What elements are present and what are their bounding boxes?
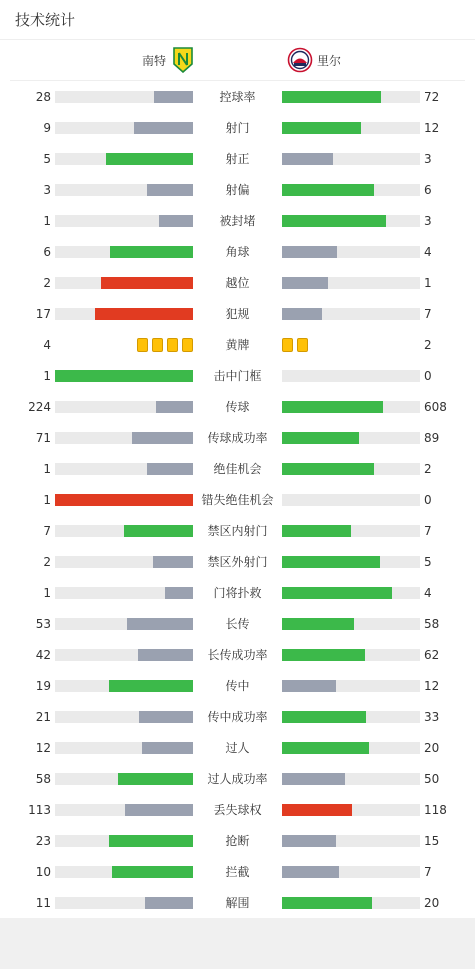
away-stat-bar-fill: [282, 215, 386, 227]
stat-row: [0, 453, 475, 484]
home-stat-bar: [55, 711, 193, 723]
home-stat-bar-fill: [139, 711, 193, 723]
home-stat-value: 12: [35, 741, 51, 755]
home-stat-bar: [55, 773, 193, 785]
away-stat-bar: [282, 897, 420, 909]
home-stat-bar: [55, 494, 193, 506]
away-team[interactable]: [287, 40, 347, 80]
home-stat-bar-fill: [145, 897, 193, 909]
teams-header: [10, 40, 465, 81]
home-stat-bar: [55, 742, 193, 754]
home-stat-value: 7: [43, 524, 51, 538]
away-stat-value: 20: [424, 896, 440, 910]
home-stat-bar-fill: [165, 587, 193, 599]
home-stat-bar: [55, 122, 193, 134]
stat-row: [0, 670, 475, 701]
away-stat-bar: [282, 432, 420, 444]
home-stat-bar: [55, 587, 193, 599]
away-stat-bar: [282, 401, 420, 413]
home-stat-value: 11: [35, 896, 51, 910]
away-stat-bar: [282, 649, 420, 661]
stat-label: 过人成功率: [207, 772, 268, 786]
home-stat-bar: [55, 277, 193, 289]
away-stat-bar: [282, 153, 420, 165]
away-stat-value: 89: [424, 431, 440, 445]
away-stat-value: 12: [424, 679, 440, 693]
away-stat-bar: [282, 91, 420, 103]
away-stat-bar: [282, 742, 420, 754]
away-stat-bar-fill: [282, 463, 374, 475]
stat-row: [0, 732, 475, 763]
away-stat-value: 72: [424, 90, 440, 104]
stat-row: [0, 298, 475, 329]
away-stat-bar: [282, 804, 420, 816]
away-stat-bar: [282, 122, 420, 134]
home-stat-value: 1: [43, 214, 51, 228]
home-stat-bar-fill: [138, 649, 193, 661]
away-stat-value: 5: [424, 555, 432, 569]
stat-label: 长传: [225, 617, 250, 631]
home-stat-value: 28: [35, 90, 51, 104]
home-stat-bar-fill: [55, 370, 193, 382]
home-stat-bar-fill: [95, 308, 193, 320]
away-stat-value: 7: [424, 524, 432, 538]
stat-label: 黄牌: [225, 338, 250, 352]
stat-row: [0, 825, 475, 856]
home-stat-bar-fill: [153, 556, 193, 568]
home-stat-bar-fill: [142, 742, 193, 754]
stat-row: [0, 422, 475, 453]
stat-label: 传中成功率: [207, 710, 268, 724]
home-stat-value: 23: [35, 834, 51, 848]
stat-row: [0, 360, 475, 391]
home-stat-bar: [55, 432, 193, 444]
home-stat-bar-fill: [109, 835, 193, 847]
home-stat-bar-fill: [125, 804, 193, 816]
away-stat-bar: [282, 525, 420, 537]
home-stat-bar-fill: [132, 432, 193, 444]
home-stat-bar: [55, 835, 193, 847]
away-stat-value: 12: [424, 121, 440, 135]
home-stat-bar: [55, 184, 193, 196]
stat-label: 抢断: [225, 834, 250, 848]
stat-row: [0, 329, 475, 360]
away-stat-bar-fill: [282, 308, 322, 320]
away-stat-bar-fill: [282, 649, 365, 661]
away-stat-bar: [282, 246, 420, 258]
stat-row: [0, 143, 475, 174]
home-stat-bar: [55, 804, 193, 816]
away-stat-bar: [282, 587, 420, 599]
home-stat-bar-fill: [154, 91, 193, 103]
stat-row: [0, 81, 475, 112]
stat-row: [0, 577, 475, 608]
home-stat-value: 42: [35, 648, 51, 662]
home-stat-bar: [55, 556, 193, 568]
home-stat-value: 6: [43, 245, 51, 259]
home-stat-bar-fill: [101, 277, 193, 289]
home-stat-bar-fill: [110, 246, 193, 258]
away-stat-value: 58: [424, 617, 440, 631]
home-stat-bar-fill: [147, 463, 193, 475]
home-stat-bar: [55, 525, 193, 537]
home-stat-value: 1: [43, 369, 51, 383]
away-stat-value: 3: [424, 152, 432, 166]
home-yellow-cards: [137, 338, 193, 352]
away-stat-bar-fill: [282, 680, 336, 692]
stat-label: 过人: [225, 741, 250, 755]
home-stat-bar: [55, 618, 193, 630]
home-stat-value: 53: [35, 617, 51, 631]
away-stat-bar-fill: [282, 432, 359, 444]
home-stat-bar: [55, 649, 193, 661]
away-stat-bar-fill: [282, 618, 354, 630]
home-stat-value: 17: [35, 307, 51, 321]
home-stat-bar-fill: [124, 525, 193, 537]
away-team-name: 里尔: [317, 53, 342, 68]
yellow-card-icon: [137, 338, 148, 352]
away-stat-value: 1: [424, 276, 432, 290]
away-stat-bar-fill: [282, 897, 372, 909]
away-stat-bar-fill: [282, 587, 392, 599]
stat-label: 犯规: [225, 307, 250, 321]
home-stat-bar: [55, 680, 193, 692]
away-stat-value: 2: [424, 338, 432, 352]
home-stat-bar-fill: [159, 215, 194, 227]
yellow-card-icon: [297, 338, 308, 352]
stat-label: 被封堵: [219, 214, 256, 228]
away-stat-value: 118: [424, 803, 447, 817]
stat-label: 丢失球权: [213, 803, 262, 817]
home-stat-bar-fill: [106, 153, 193, 165]
away-stat-bar-fill: [282, 401, 383, 413]
stat-row: [0, 794, 475, 825]
home-stat-value: 5: [43, 152, 51, 166]
stat-row: [0, 484, 475, 515]
stat-label: 传球: [225, 400, 250, 414]
away-stat-value: 33: [424, 710, 440, 724]
away-stat-bar-fill: [282, 773, 345, 785]
stat-label: 射偏: [225, 183, 250, 197]
away-stat-bar-fill: [282, 277, 328, 289]
home-stat-bar-fill: [118, 773, 193, 785]
home-stat-bar: [55, 308, 193, 320]
yellow-card-icon: [167, 338, 178, 352]
home-stat-bar: [55, 401, 193, 413]
home-stat-value: 1: [43, 462, 51, 476]
away-stat-bar-fill: [282, 246, 337, 258]
yellow-card-icon: [182, 338, 193, 352]
home-stat-bar-fill: [147, 184, 193, 196]
home-stat-value: 2: [43, 555, 51, 569]
home-stat-value: 224: [28, 400, 51, 414]
away-stat-value: 7: [424, 865, 432, 879]
stat-row: [0, 701, 475, 732]
stat-row: [0, 515, 475, 546]
home-team-name: 南特: [142, 53, 167, 68]
away-stat-bar-fill: [282, 711, 366, 723]
stat-row: [0, 267, 475, 298]
stat-label: 门将扑救: [213, 586, 262, 600]
stat-label: 绝佳机会: [213, 462, 262, 476]
home-stat-value: 9: [43, 121, 51, 135]
lille-logo-icon: [287, 47, 313, 73]
stat-label: 控球率: [219, 90, 256, 104]
stat-row: [0, 763, 475, 794]
away-stat-bar: [282, 680, 420, 692]
stat-label: 禁区外射门: [207, 555, 268, 569]
stats-list: [0, 81, 475, 918]
home-stat-bar-fill: [127, 618, 193, 630]
away-stat-bar-fill: [282, 804, 352, 816]
away-stat-value: 608: [424, 400, 447, 414]
away-stat-value: 0: [424, 369, 432, 383]
away-stat-value: 15: [424, 834, 440, 848]
stat-label: 越位: [225, 276, 250, 290]
home-stat-bar: [55, 246, 193, 258]
stat-label: 传中: [225, 679, 250, 693]
home-stat-value: 10: [35, 865, 51, 879]
home-stat-bar: [55, 866, 193, 878]
away-stat-bar: [282, 773, 420, 785]
yellow-card-icon: [282, 338, 293, 352]
stat-row: [0, 205, 475, 236]
away-stat-bar: [282, 618, 420, 630]
stat-label: 射正: [225, 152, 250, 166]
away-stat-bar-fill: [282, 153, 333, 165]
away-stat-value: 50: [424, 772, 440, 786]
stat-row: [0, 112, 475, 143]
section-title: 技术统计: [15, 11, 76, 29]
away-stat-value: 4: [424, 245, 432, 259]
stat-row: [0, 174, 475, 205]
home-stat-bar-fill: [134, 122, 193, 134]
away-stat-bar-fill: [282, 91, 381, 103]
stat-label: 错失绝佳机会: [201, 493, 274, 507]
home-stat-bar: [55, 463, 193, 475]
away-stat-bar-fill: [282, 556, 380, 568]
stat-row: [0, 608, 475, 639]
nantes-logo-icon: [172, 47, 194, 73]
away-stat-bar: [282, 494, 420, 506]
away-stat-bar-fill: [282, 525, 351, 537]
home-stat-bar: [55, 153, 193, 165]
away-stat-value: 0: [424, 493, 432, 507]
home-stat-bar-fill: [109, 680, 193, 692]
stat-row: [0, 391, 475, 422]
away-stat-bar-fill: [282, 122, 361, 134]
away-stat-bar-fill: [282, 742, 369, 754]
yellow-card-icon: [152, 338, 163, 352]
stat-label: 禁区内射门: [207, 524, 268, 538]
away-stat-bar: [282, 184, 420, 196]
stat-label: 解围: [225, 896, 250, 910]
home-stat-value: 2: [43, 276, 51, 290]
stat-row: [0, 856, 475, 887]
home-stat-bar: [55, 215, 193, 227]
away-stat-bar-fill: [282, 184, 374, 196]
stat-label: 拦截: [225, 865, 250, 879]
away-stat-bar: [282, 711, 420, 723]
home-stat-bar: [55, 91, 193, 103]
away-stat-bar: [282, 215, 420, 227]
stat-label: 击中门框: [213, 369, 262, 383]
home-stat-bar-fill: [55, 494, 193, 506]
away-stat-bar: [282, 277, 420, 289]
home-stat-value: 71: [35, 431, 51, 445]
home-stat-value: 4: [43, 338, 51, 352]
stat-label: 传球成功率: [207, 431, 268, 445]
stat-label: 角球: [225, 245, 250, 259]
home-stat-value: 3: [43, 183, 51, 197]
away-stat-bar: [282, 835, 420, 847]
home-stat-value: 113: [28, 803, 51, 817]
away-stat-value: 62: [424, 648, 440, 662]
away-stat-bar: [282, 308, 420, 320]
away-stat-bar-fill: [282, 835, 336, 847]
stat-label: 射门: [225, 121, 250, 135]
stat-label: 长传成功率: [207, 648, 268, 662]
home-stat-value: 58: [35, 772, 51, 786]
home-stat-value: 21: [35, 710, 51, 724]
home-stat-value: 1: [43, 493, 51, 507]
home-stat-bar-fill: [156, 401, 193, 413]
away-stat-value: 2: [424, 462, 432, 476]
away-yellow-cards: [282, 338, 308, 352]
away-stat-value: 7: [424, 307, 432, 321]
home-stat-bar-fill: [112, 866, 193, 878]
away-stat-value: 20: [424, 741, 440, 755]
away-stat-value: 6: [424, 183, 432, 197]
home-stat-bar: [55, 897, 193, 909]
section-header: [0, 0, 475, 40]
home-team[interactable]: [142, 40, 194, 80]
away-stat-value: 4: [424, 586, 432, 600]
away-stat-bar-fill: [282, 866, 339, 878]
home-stat-bar: [55, 370, 193, 382]
stat-row: [0, 887, 475, 918]
stat-row: [0, 639, 475, 670]
away-stat-bar: [282, 463, 420, 475]
away-stat-bar: [282, 556, 420, 568]
stat-row: [0, 236, 475, 267]
away-stat-bar: [282, 370, 420, 382]
away-stat-value: 3: [424, 214, 432, 228]
away-stat-bar: [282, 866, 420, 878]
home-stat-value: 19: [35, 679, 51, 693]
stat-row: [0, 546, 475, 577]
home-stat-value: 1: [43, 586, 51, 600]
